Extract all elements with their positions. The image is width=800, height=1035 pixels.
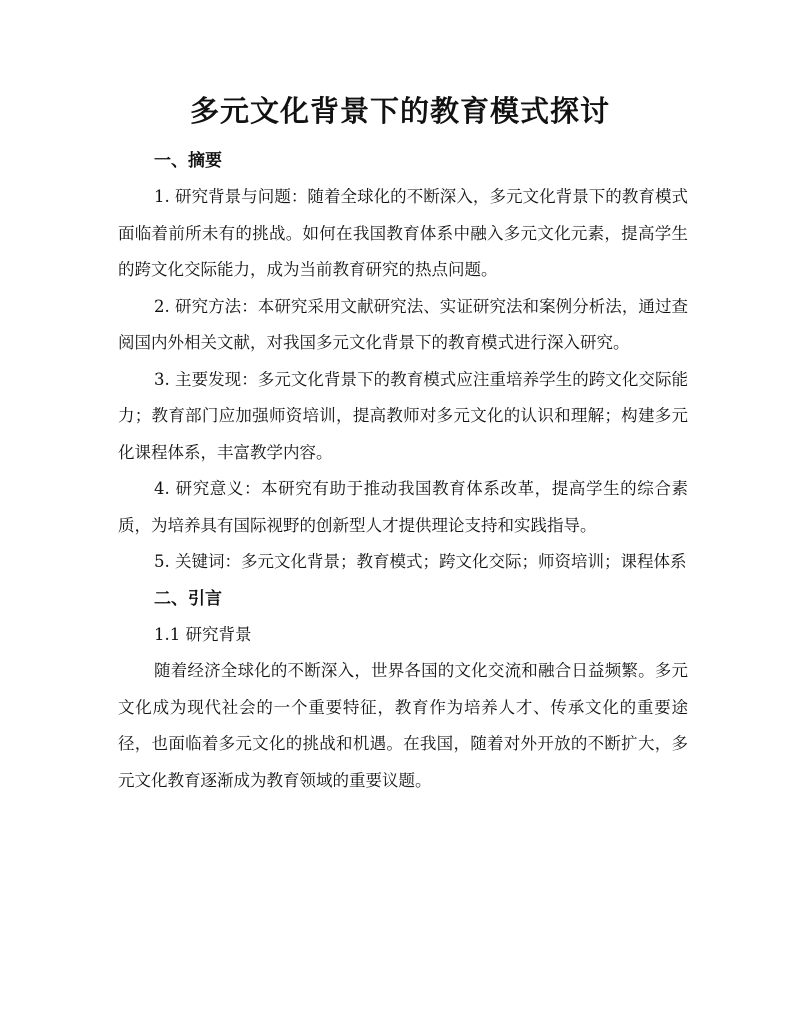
abstract-item-3: 3. 主要发现：多元文化背景下的教育模式应注重培养学生的跨文化交际能力；教育部门应加强师资培训，提高教师对多元文化的认识和理解；构建多元化课程体系，丰富教学内容。 [118, 369, 688, 462]
intro-paragraph: 随着经济全球化的不断深入，世界各国的文化交流和融合日益频繁。多元文化成为现代社会的一个重要特征，教育作为培养人才、传承文化的重要途径，也面临着多元文化的挑战和机遇。在我国，随着对外开放的不断扩大，多元文化教育逐渐成为教育领域的重要议题。 [118, 661, 688, 790]
abstract-item-5-keywords: 5. 关键词：多元文化背景；教育模式；跨文化交际；师资培训；课程体系 [154, 552, 687, 571]
abstract-item-2: 2. 研究方法：本研究采用文献研究法、实证研究法和案例分析法，通过查阅国内外相关文献，对我国多元文化背景下的教育模式进行深入研究。 [118, 296, 688, 352]
abstract-heading: 一、摘要 [154, 151, 222, 171]
subheading-research-background: 1.1 研究背景 [154, 624, 252, 644]
document-body [118, 143, 688, 799]
abstract-item-4: 4. 研究意义：本研究有助于推动我国教育体系改革，提高学生的综合素质，为培养具有国际视野的创新型人才提供理论支持和实践指导。 [118, 479, 688, 535]
document-title: 多元文化背景下的教育模式探讨 [189, 94, 610, 128]
abstract-item-1: 1. 研究背景与问题：随着全球化的不断深入，多元文化背景下的教育模式面临着前所未有的挑战。如何在我国教育体系中融入多元文化元素，提高学生的跨文化交际能力，成为当前教育研究的热点问题。 [118, 187, 688, 279]
intro-heading: 二、引言 [154, 588, 222, 609]
